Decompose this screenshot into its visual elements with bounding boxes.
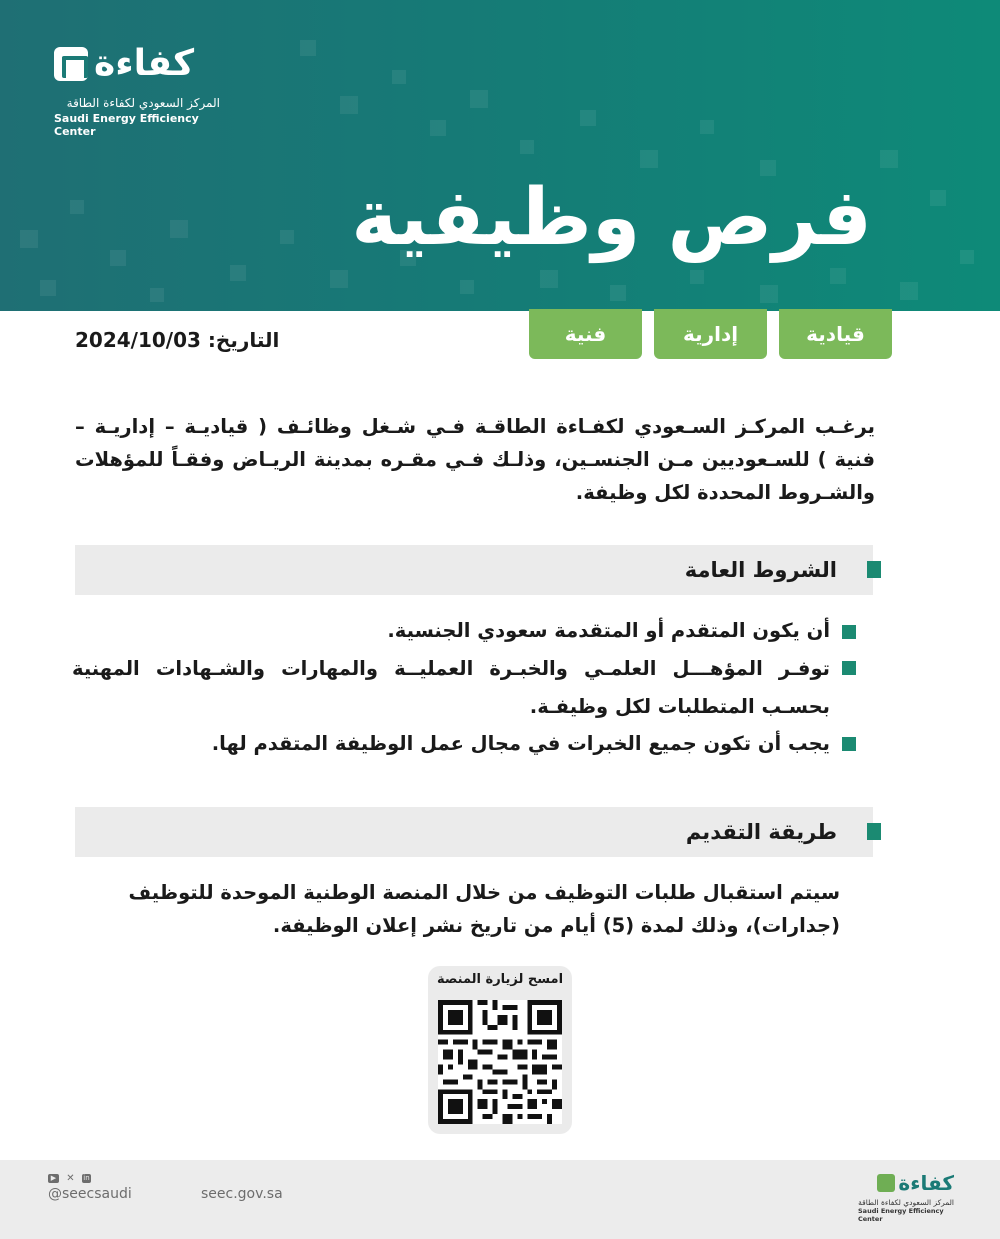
date-label: التاريخ: bbox=[207, 328, 280, 352]
condition-item: توفـر المؤهـــل العلمـي والخبـرة العمليــة والمهارات والشـهادات المهنية بحسـب المتطلبات لكل وظيفـة. bbox=[72, 657, 830, 718]
qr-card[interactable] bbox=[428, 966, 572, 1134]
youtube-icon[interactable]: ▶ bbox=[48, 1174, 59, 1183]
bullet-icon bbox=[842, 661, 856, 675]
social-icons bbox=[48, 1174, 91, 1183]
bullet-icon bbox=[842, 737, 856, 751]
logo-mark-icon bbox=[877, 1174, 895, 1192]
logo-mark-icon bbox=[54, 47, 88, 81]
section-marker-icon bbox=[867, 561, 881, 578]
condition-item: أن يكون المتقدم أو المتقدمة سعودي الجنسية. bbox=[387, 619, 830, 642]
website-link[interactable]: seec.gov.sa bbox=[201, 1186, 283, 1202]
footer-brand-full-name-en: Saudi Energy Efficiency Center bbox=[858, 1207, 944, 1223]
qr-code-icon[interactable] bbox=[438, 1000, 562, 1124]
tag-technical: فنية bbox=[529, 309, 642, 359]
date-value: 2024/10/03 bbox=[75, 328, 201, 352]
date-line bbox=[75, 328, 279, 352]
tag-leadership: قيادية bbox=[779, 309, 892, 359]
linkedin-icon[interactable]: in bbox=[83, 1174, 90, 1182]
footer bbox=[0, 1160, 1000, 1239]
intro-paragraph: يرغـب المركـز السـعودي لكفـاءة الطاقـة فـي شـغل وظائـف ( قياديـة – إداريـة – فنية ) للسـعوديين مـن الجنسـين، وذلـك فـي مقـره بمدينة الريـاض وفقـاً للمؤهلات والشـروط المحددة لكل وظيفة. bbox=[75, 415, 875, 504]
section-header-general-conditions bbox=[75, 545, 873, 595]
brand-full-name-ar: المركز السعودي لكفاءة الطاقة bbox=[66, 96, 220, 110]
brand-logo bbox=[54, 44, 224, 138]
footer-brand-full-name-ar: المركز السعودي لكفاءة الطاقة bbox=[858, 1198, 954, 1207]
section-title: طريقة التقديم bbox=[685, 820, 837, 844]
x-icon[interactable]: ✕ bbox=[66, 1173, 75, 1184]
qr-label: امسح لزيارة المنصة bbox=[436, 972, 564, 987]
application-text: سيتم استقبال طلبات التوظيف من خلال المنصة الوطنية الموحدة للتوظيف (جدارات)، وذلك لمدة (5) أيام من تاريخ نشر إعلان الوظيفة. bbox=[128, 881, 840, 937]
tag-administrative: إدارية bbox=[654, 309, 767, 359]
footer-brand-name: كفاءة bbox=[898, 1171, 954, 1195]
bullet-icon bbox=[842, 625, 856, 639]
condition-item: يجب أن تكون جميع الخبرات في مجال عمل الوظيفة المتقدم لها. bbox=[211, 732, 830, 755]
section-title: الشروط العامة bbox=[684, 558, 837, 582]
section-marker-icon bbox=[867, 823, 881, 840]
brand-name: كفاءة bbox=[94, 43, 195, 84]
job-category-tags bbox=[529, 309, 892, 359]
section-header-application-method bbox=[75, 807, 873, 857]
social-handle[interactable]: @seecsaudi bbox=[48, 1186, 132, 1202]
footer-logo bbox=[858, 1172, 954, 1223]
page-title: فرص وظيفية bbox=[351, 173, 872, 263]
brand-full-name-en: Saudi Energy Efficiency Center bbox=[54, 112, 199, 138]
header-banner bbox=[0, 0, 1000, 311]
